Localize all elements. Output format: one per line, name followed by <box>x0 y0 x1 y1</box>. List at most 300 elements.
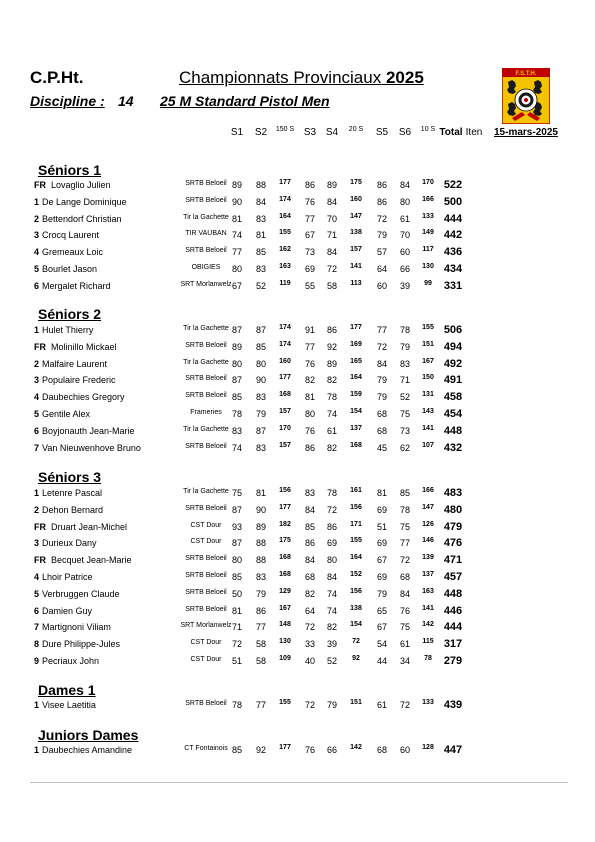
score-s2: 88 <box>255 538 266 549</box>
score-s1: 81 <box>231 605 242 616</box>
score-s6: 71 <box>399 375 410 386</box>
subtotal-150s: 162 <box>279 246 291 254</box>
score-s6: 34 <box>399 656 410 666</box>
score-s6: 79 <box>399 341 410 352</box>
subtotal-150s: 163 <box>279 263 291 270</box>
club-cell: SRTB Beloeil <box>185 180 227 187</box>
club-cell: Tir la Gachette <box>183 325 229 332</box>
score-s4: 74 <box>326 409 337 419</box>
score-s4: 86 <box>326 325 337 335</box>
subtotal-20s: 154 <box>350 408 362 415</box>
subtotal-20s: 156 <box>350 587 362 595</box>
club-cell: CST Dour <box>190 656 222 663</box>
subtotal-10s: 141 <box>422 424 434 432</box>
score-s4: 52 <box>326 656 337 666</box>
column-header: S1 <box>230 127 244 138</box>
subtotal-150s: 148 <box>279 621 291 629</box>
score-s4: 61 <box>326 425 337 436</box>
rank-cell: FR <box>34 555 46 566</box>
score-s5: 68 <box>376 409 387 419</box>
score-s5: 79 <box>376 230 387 241</box>
subtotal-10s: 139 <box>422 554 434 562</box>
rank-cell: 3 <box>34 538 40 549</box>
subtotal-10s: 163 <box>422 587 434 595</box>
score-s3: 76 <box>304 196 315 207</box>
total-score: 476 <box>443 537 463 550</box>
result-row <box>0 409 595 425</box>
subtotal-20s: 161 <box>350 487 362 494</box>
shooter-name: Dehon Bernard <box>42 504 104 515</box>
result-row <box>0 281 595 297</box>
score-s1: 89 <box>231 341 242 352</box>
club-cell: SRTB Beloeil <box>185 341 227 349</box>
club-cell: CST Dour <box>190 538 222 546</box>
club-cell: SRTB Beloeil <box>185 572 227 579</box>
score-s5: 81 <box>376 488 387 498</box>
score-s4: 70 <box>326 213 337 224</box>
score-s1: 51 <box>231 656 242 666</box>
section-title: Juniors Dames <box>38 727 139 743</box>
score-s4: 80 <box>326 555 337 566</box>
result-row <box>0 505 595 521</box>
total-score: 439 <box>443 699 463 711</box>
shooter-name: Crocq Laurent <box>42 230 100 241</box>
score-s3: 82 <box>304 375 315 386</box>
score-s3: 84 <box>304 504 315 515</box>
score-s1: 81 <box>231 213 242 224</box>
subtotal-150s: 119 <box>279 279 291 287</box>
score-s2: 77 <box>255 622 266 633</box>
discipline-name: 25 M Standard Pistol Men <box>160 93 330 109</box>
score-s4: 84 <box>326 572 337 582</box>
subtotal-20s: 164 <box>350 374 362 382</box>
score-s3: 84 <box>304 555 315 566</box>
rank-cell: 6 <box>34 605 40 616</box>
total-score: 279 <box>443 655 463 667</box>
score-s4: 78 <box>326 392 337 403</box>
rank-cell: 9 <box>34 656 40 666</box>
result-row <box>0 214 595 230</box>
score-s6: 72 <box>399 700 410 710</box>
score-s2: 58 <box>255 656 266 666</box>
subtotal-10s: 155 <box>422 324 434 331</box>
subtotal-20s: 177 <box>350 324 362 331</box>
score-s5: 69 <box>376 572 387 582</box>
club-cell: SRTB Beloeil <box>185 392 227 400</box>
subtotal-10s: 130 <box>422 263 434 270</box>
shooter-name: Damien Guy <box>42 605 93 616</box>
rank-cell: 2 <box>34 504 40 515</box>
score-s6: 75 <box>399 409 410 419</box>
total-score: 483 <box>443 487 463 499</box>
column-header: 10 S <box>420 126 436 133</box>
score-s4: 84 <box>326 247 337 258</box>
score-s4: 69 <box>326 538 337 549</box>
total-score: 506 <box>443 324 463 336</box>
score-s2: 87 <box>255 425 266 436</box>
score-s3: 68 <box>304 572 315 582</box>
score-s6: 72 <box>399 555 410 566</box>
score-s1: 80 <box>231 264 242 274</box>
score-s1: 80 <box>231 358 242 369</box>
score-s5: 57 <box>376 247 387 258</box>
subtotal-20s: 169 <box>350 340 362 348</box>
rank-cell: 1 <box>34 325 40 335</box>
rank-cell: 6 <box>34 280 40 291</box>
score-s3: 80 <box>304 409 315 419</box>
subtotal-10s: 137 <box>422 571 434 578</box>
subtotal-10s: 147 <box>422 503 434 511</box>
score-s4: 92 <box>326 341 337 352</box>
score-s5: 67 <box>376 555 387 566</box>
result-row <box>0 375 595 391</box>
score-s2: 83 <box>255 392 266 403</box>
score-s2: 90 <box>255 504 266 515</box>
result-row <box>0 555 595 571</box>
score-s6: 60 <box>399 745 410 755</box>
club-cell: SRT Morlanwelz <box>180 280 232 288</box>
result-row <box>0 426 595 442</box>
column-header: S5 <box>375 127 389 138</box>
total-score: 522 <box>443 179 463 191</box>
score-s6: 68 <box>399 572 410 582</box>
total-score: 331 <box>443 279 463 292</box>
score-s2: 77 <box>255 700 266 710</box>
score-s6: 85 <box>399 488 410 498</box>
score-s3: 72 <box>304 700 315 710</box>
score-s2: 92 <box>255 745 266 755</box>
rank-cell: 1 <box>34 488 40 498</box>
score-s4: 89 <box>326 180 337 190</box>
total-score: 500 <box>443 195 463 208</box>
score-s5: 65 <box>376 605 387 616</box>
subtotal-20s: 92 <box>352 655 360 662</box>
result-row <box>0 392 595 408</box>
score-s5: 72 <box>376 213 387 224</box>
subtotal-20s: 154 <box>350 621 362 629</box>
score-s2: 79 <box>255 588 266 599</box>
club-cell: SRTB Beloeil <box>185 555 227 563</box>
score-s6: 84 <box>399 180 410 190</box>
rank-cell: 6 <box>34 425 40 436</box>
shooter-name: Hulet Thierry <box>42 325 94 335</box>
subtotal-150s: 177 <box>279 374 291 382</box>
total-score: 447 <box>443 744 463 756</box>
total-score: 442 <box>443 229 463 242</box>
shooter-name: Gremeaux Loic <box>42 247 104 258</box>
score-s1: 83 <box>231 425 242 436</box>
score-s5: 79 <box>376 375 387 386</box>
fsth-logo <box>502 68 550 124</box>
title-year: 2025 <box>385 68 424 87</box>
shooter-name: Boyjonauth Jean-Marie <box>42 425 135 436</box>
subtotal-10s: 141 <box>422 604 434 612</box>
score-s5: 68 <box>376 745 387 755</box>
score-s2: 52 <box>255 280 266 291</box>
score-s3: 76 <box>304 358 315 369</box>
club-cell: SRT Morlanwelz <box>180 622 232 630</box>
total-score: 457 <box>443 571 463 583</box>
score-s3: 76 <box>304 745 315 755</box>
result-row <box>0 264 595 280</box>
score-s2: 85 <box>255 341 266 352</box>
rank-cell: 1 <box>34 700 40 710</box>
subtotal-20s: 151 <box>350 699 362 706</box>
shooter-name: Molinillo Mickael <box>51 341 117 352</box>
score-s5: 68 <box>376 425 387 436</box>
score-s1: 87 <box>231 538 242 549</box>
subtotal-150s: 109 <box>279 655 291 662</box>
subtotal-10s: 128 <box>422 744 434 751</box>
subtotal-20s: 164 <box>350 554 362 562</box>
result-row <box>0 745 595 761</box>
score-s5: 44 <box>376 656 387 666</box>
score-s6: 75 <box>399 521 410 532</box>
score-s3: 76 <box>304 425 315 436</box>
rank-cell: 1 <box>34 745 40 755</box>
score-s2: 83 <box>255 442 266 453</box>
score-s4: 82 <box>326 375 337 386</box>
subtotal-150s: 174 <box>279 195 291 203</box>
subtotal-20s: 156 <box>350 503 362 511</box>
club-cell: SRTB Beloeil <box>185 375 227 383</box>
score-s2: 88 <box>255 555 266 566</box>
result-row <box>0 522 595 538</box>
subtotal-150s: 130 <box>279 638 291 646</box>
shooter-name: De Lange Dominique <box>42 196 127 207</box>
score-s5: 84 <box>376 358 387 369</box>
shooter-name: Dure Philippe-Jules <box>42 639 121 650</box>
rank-cell: 8 <box>34 639 40 650</box>
score-s2: 85 <box>255 247 266 258</box>
shooter-name: Daubechies Gregory <box>42 392 125 403</box>
result-row <box>0 247 595 263</box>
score-s6: 62 <box>399 442 410 453</box>
score-s5: 64 <box>376 264 387 274</box>
footer-divider <box>30 782 568 783</box>
subtotal-20s: 165 <box>350 357 362 365</box>
result-row <box>0 572 595 588</box>
club-cell: Frameries <box>190 409 222 416</box>
shooter-name: Verbruggen Claude <box>42 588 120 599</box>
organization-name: C.P.Ht. <box>30 68 84 87</box>
subtotal-10s: 170 <box>422 179 434 186</box>
score-s1: 85 <box>231 392 242 403</box>
club-cell: Tir la Gachette <box>183 213 229 221</box>
subtotal-20s: 137 <box>350 424 362 432</box>
subtotal-150s: 177 <box>279 179 291 186</box>
score-s2: 87 <box>255 325 266 335</box>
shooter-name: Becquet Jean-Marie <box>51 555 132 566</box>
rank-cell: 5 <box>34 264 40 274</box>
score-s3: 81 <box>304 392 315 403</box>
score-s5: 69 <box>376 504 387 515</box>
subtotal-20s: 157 <box>350 246 362 254</box>
subtotal-150s: 174 <box>279 340 291 348</box>
column-header: S6 <box>398 127 412 138</box>
score-s3: 64 <box>304 605 315 616</box>
total-score: 448 <box>443 424 463 437</box>
subtotal-150s: 129 <box>279 587 291 595</box>
subtotal-10s: 117 <box>422 246 434 254</box>
score-s4: 66 <box>326 745 337 755</box>
score-s2: 86 <box>255 605 266 616</box>
result-row <box>0 589 595 605</box>
score-s3: 86 <box>304 180 315 190</box>
subtotal-20s: 159 <box>350 391 362 399</box>
subtotal-150s: 182 <box>279 520 291 528</box>
score-s4: 74 <box>326 588 337 599</box>
total-score: 446 <box>443 604 463 617</box>
score-s6: 78 <box>399 504 410 515</box>
score-s1: 74 <box>231 442 242 453</box>
result-row <box>0 443 595 459</box>
subtotal-10s: 126 <box>422 520 434 528</box>
score-s3: 73 <box>304 247 315 258</box>
total-score: 471 <box>443 554 463 567</box>
subtotal-150s: 155 <box>279 229 291 237</box>
subtotal-10s: 107 <box>422 441 434 449</box>
club-cell: Tir la Gachette <box>183 358 229 366</box>
result-row <box>0 538 595 554</box>
total-score: 480 <box>443 503 463 516</box>
score-s4: 74 <box>326 605 337 616</box>
shooter-name: Gentile Alex <box>42 409 91 419</box>
subtotal-20s: 138 <box>350 229 362 237</box>
score-s1: 77 <box>231 247 242 258</box>
score-s6: 61 <box>399 213 410 224</box>
rank-cell: FR <box>34 341 46 352</box>
score-s6: 70 <box>399 230 410 241</box>
score-s4: 72 <box>326 504 337 515</box>
score-s3: 77 <box>304 213 315 224</box>
shooter-name: Mergalet Richard <box>42 280 111 291</box>
subtotal-150s: 177 <box>279 744 291 751</box>
score-s2: 84 <box>255 196 266 207</box>
subtotal-20s: 72 <box>352 638 360 646</box>
subtotal-20s: 142 <box>350 744 362 751</box>
score-s1: 89 <box>231 180 242 190</box>
score-s3: 86 <box>304 442 315 453</box>
score-s1: 93 <box>231 521 242 532</box>
score-s1: 78 <box>231 700 242 710</box>
score-s5: 86 <box>376 196 387 207</box>
page-title <box>179 68 424 88</box>
shooter-name: Lovaglio Julien <box>51 180 111 190</box>
column-header: S2 <box>254 127 268 138</box>
score-s4: 84 <box>326 196 337 207</box>
discipline-number: 14 <box>118 93 134 109</box>
title-text: Championnats Provinciaux <box>179 68 382 87</box>
rank-cell: 4 <box>34 572 40 582</box>
score-s4: 78 <box>326 488 337 498</box>
score-s1: 50 <box>231 588 242 599</box>
club-cell: Tir la Gachette <box>183 425 229 433</box>
rank-cell: 2 <box>34 213 40 224</box>
score-s4: 89 <box>326 358 337 369</box>
rank-cell: FR <box>34 180 46 190</box>
score-s2: 80 <box>255 358 266 369</box>
shooter-name: Populaire Frederic <box>42 375 116 386</box>
score-s5: 69 <box>376 538 387 549</box>
total-score: 444 <box>443 212 463 225</box>
score-s6: 61 <box>399 639 410 650</box>
event-date: 15-mars-2025 <box>494 127 558 138</box>
section-title: Séniors 3 <box>38 469 102 485</box>
score-s1: 85 <box>231 745 242 755</box>
score-s6: 83 <box>399 358 410 369</box>
subtotal-150s: 167 <box>279 604 291 612</box>
shooter-name: Visee Laetitia <box>42 700 96 710</box>
result-row <box>0 197 595 213</box>
score-s1: 90 <box>231 196 242 207</box>
shooter-name: Daubechies Amandine <box>42 745 133 755</box>
score-s2: 89 <box>255 521 266 532</box>
subtotal-10s: 133 <box>422 212 434 220</box>
total-score: 458 <box>443 391 463 404</box>
column-header: Iten <box>465 127 483 138</box>
score-s1: 72 <box>231 639 242 650</box>
score-s4: 72 <box>326 264 337 274</box>
rank-cell: 4 <box>34 392 40 403</box>
total-score: 494 <box>443 340 463 353</box>
score-s5: 72 <box>376 341 387 352</box>
subtotal-150s: 157 <box>279 408 291 415</box>
subtotal-10s: 143 <box>422 408 434 415</box>
score-s3: 69 <box>304 264 315 274</box>
subtotal-20s: 175 <box>350 179 362 186</box>
shooter-name: Bourlet Jason <box>42 264 98 274</box>
shooter-name: Durieux Dany <box>42 538 97 549</box>
total-score: 434 <box>443 263 463 275</box>
score-s4: 86 <box>326 521 337 532</box>
club-cell: CST Dour <box>190 639 222 647</box>
club-cell: CT Fontainois <box>184 745 228 752</box>
score-s6: 73 <box>399 425 410 436</box>
total-score: 317 <box>443 638 463 651</box>
score-s3: 67 <box>304 230 315 241</box>
result-row <box>0 342 595 358</box>
subtotal-20s: 171 <box>350 520 362 528</box>
score-s3: 77 <box>304 341 315 352</box>
score-s1: 87 <box>231 504 242 515</box>
score-s5: 51 <box>376 521 387 532</box>
score-s6: 39 <box>399 280 410 291</box>
subtotal-20s: 160 <box>350 195 362 203</box>
score-s2: 79 <box>255 409 266 419</box>
subtotal-10s: 78 <box>424 655 432 662</box>
subtotal-10s: 166 <box>422 487 434 494</box>
score-s5: 61 <box>376 700 387 710</box>
subtotal-150s: 160 <box>279 357 291 365</box>
column-header: 150 S <box>275 126 295 133</box>
score-s6: 75 <box>399 622 410 633</box>
subtotal-150s: 175 <box>279 537 291 545</box>
rank-cell: 7 <box>34 622 40 633</box>
club-cell: SRTB Beloeil <box>185 442 227 450</box>
section-title: Séniors 1 <box>38 162 102 178</box>
shooter-name: Martignoni Viliam <box>42 622 111 633</box>
score-s4: 79 <box>326 700 337 710</box>
score-s6: 76 <box>399 605 410 616</box>
subtotal-20s: 147 <box>350 212 362 220</box>
subtotal-10s: 142 <box>422 621 434 629</box>
result-row <box>0 359 595 375</box>
score-s2: 83 <box>255 264 266 274</box>
score-s6: 60 <box>399 247 410 258</box>
column-header: Total <box>439 127 463 138</box>
subtotal-10s: 151 <box>422 340 434 348</box>
